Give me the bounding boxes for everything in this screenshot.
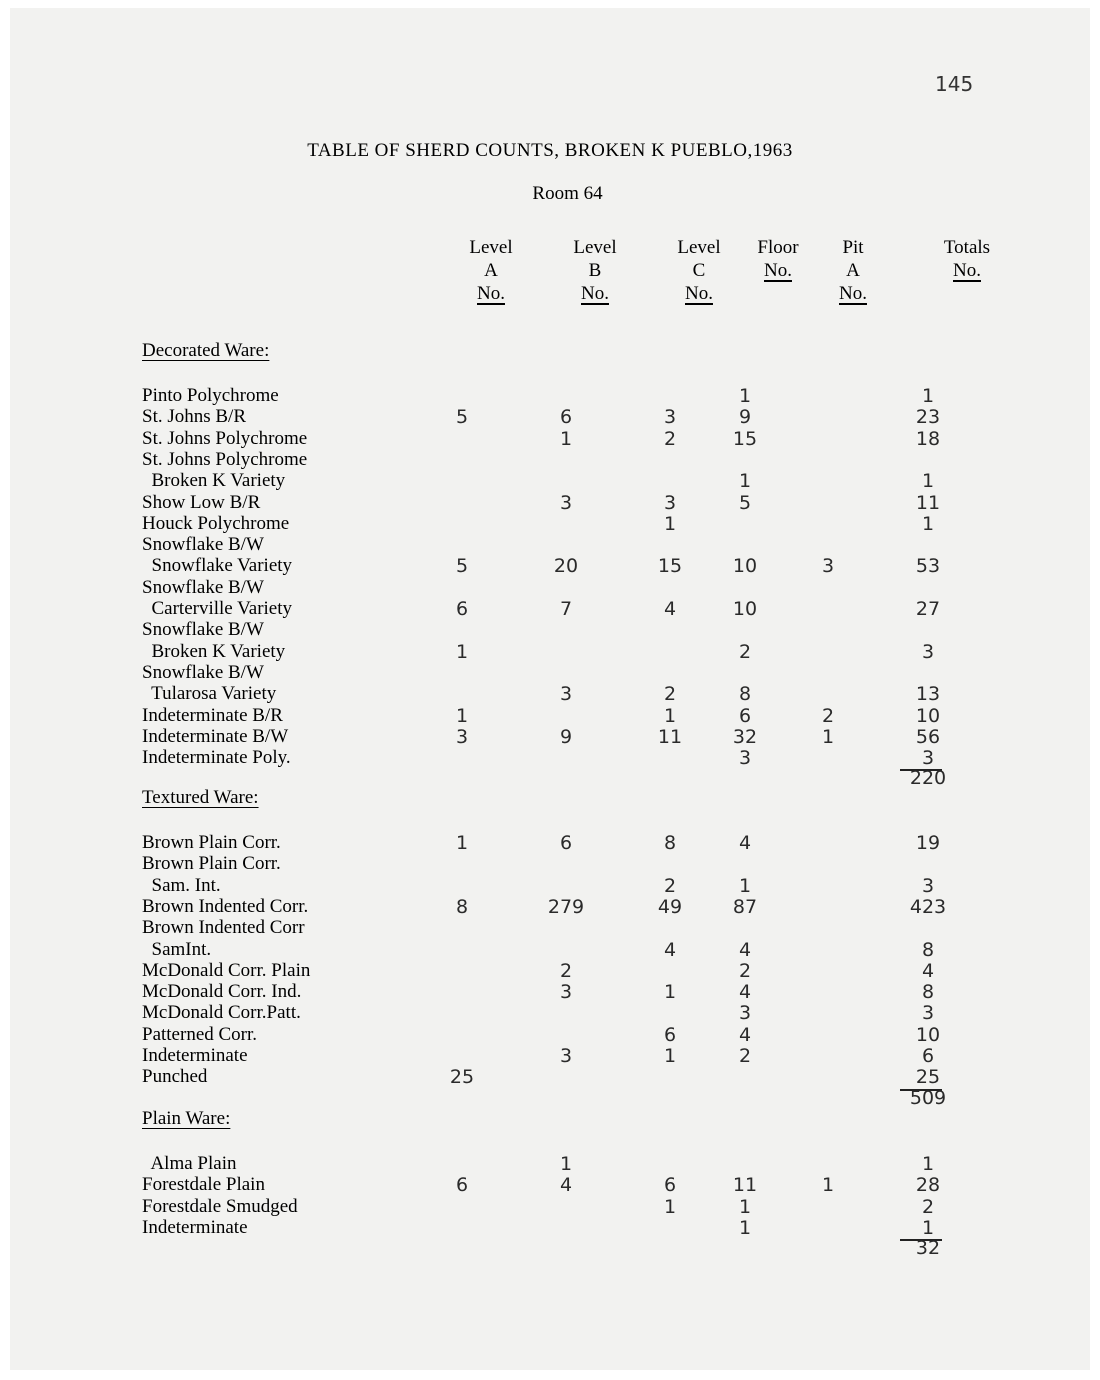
- ware-type-label: Indeterminate: [142, 1045, 248, 1066]
- count-a: 1: [455, 640, 469, 663]
- column-header-unit: No.: [477, 283, 505, 304]
- count-pit: 1: [821, 725, 835, 748]
- count-total: 3: [921, 874, 935, 897]
- column-header-line: Level: [573, 237, 617, 258]
- count-total: 53: [915, 555, 941, 578]
- count-floor: 15: [732, 427, 758, 450]
- count-floor: 8: [738, 683, 752, 706]
- count-total: 1: [921, 512, 935, 535]
- ware-type-label: Brown Plain Corr.: [142, 832, 281, 853]
- count-b: 1: [559, 427, 573, 450]
- count-a: 6: [455, 1174, 469, 1197]
- ware-type-label: Punched: [142, 1066, 208, 1088]
- count-b: 9: [559, 725, 573, 748]
- count-c: 2: [663, 427, 677, 450]
- page-number: 145: [935, 72, 974, 96]
- count-b: 3: [559, 683, 573, 706]
- ware-type-label: Indeterminate B/R: [142, 704, 283, 726]
- count-total: 19: [915, 832, 941, 854]
- count-c: 2: [663, 683, 677, 706]
- count-a: 5: [455, 555, 469, 578]
- ware-type-label: Carterville Variety: [142, 598, 293, 619]
- count-total: 56: [915, 725, 941, 748]
- table-row: [0, 1174, 1100, 1196]
- column-header-line: Pit: [842, 237, 864, 258]
- column-header-line: Level: [469, 237, 513, 258]
- column-header-unit: No.: [685, 283, 713, 304]
- table-row: [0, 1002, 1100, 1024]
- count-a: 6: [455, 598, 469, 620]
- table-row: [0, 619, 1100, 641]
- table-row: [0, 406, 1100, 428]
- count-a: 3: [455, 725, 469, 748]
- ware-type-label: Indeterminate: [142, 1216, 248, 1238]
- table-row: [0, 1045, 1100, 1067]
- count-total: 1: [921, 1216, 935, 1239]
- table-row: [0, 917, 1100, 939]
- count-c: 8: [663, 832, 677, 854]
- column-header-level-b: [550, 236, 640, 305]
- ware-type-label: St. Johns Polychrome: [142, 427, 308, 449]
- count-b: 7: [559, 598, 573, 620]
- count-b: 20: [553, 555, 579, 578]
- count-total: 6: [921, 1045, 935, 1067]
- count-c: 1: [663, 1195, 677, 1218]
- count-total: 10: [915, 1023, 941, 1046]
- column-header-level-a: [446, 236, 536, 305]
- table-row: [0, 1196, 1100, 1218]
- ware-type-label: Snowflake Variety: [142, 555, 293, 577]
- ware-type-label: Forestdale Plain: [142, 1174, 265, 1196]
- ware-type-label: Snowflake B/W: [142, 619, 264, 641]
- count-floor: 9: [738, 406, 752, 429]
- column-header-line: Floor: [757, 237, 799, 258]
- count-c: 15: [657, 555, 683, 578]
- table-row: [0, 492, 1100, 514]
- ware-type-label: Sam. Int.: [142, 874, 221, 896]
- count-c: 4: [663, 938, 677, 961]
- table-row: [0, 832, 1100, 854]
- count-floor: 1: [738, 1216, 752, 1239]
- table-row: [0, 875, 1100, 897]
- column-header-line: A: [846, 260, 860, 281]
- table-row: [0, 896, 1100, 918]
- section-heading: Decorated Ware:: [142, 340, 270, 361]
- count-b: 3: [559, 981, 573, 1004]
- count-total: 27: [915, 598, 941, 620]
- count-total: 3: [921, 747, 935, 770]
- count-c: 1: [663, 1045, 677, 1067]
- count-floor: 1: [738, 385, 752, 407]
- ware-type-label: Alma Plain: [142, 1153, 237, 1174]
- count-b: 4: [559, 1174, 573, 1197]
- count-a: 25: [449, 1066, 475, 1089]
- count-floor: 1: [738, 874, 752, 897]
- count-total: 1: [921, 385, 935, 407]
- count-b: 279: [547, 895, 585, 918]
- count-floor: 3: [738, 747, 752, 770]
- count-total: 18: [915, 427, 941, 450]
- column-header-pit-a: [808, 236, 898, 305]
- count-total: 423: [909, 895, 947, 918]
- table-row: [0, 981, 1100, 1003]
- ware-type-label: Pinto Polychrome: [142, 385, 279, 406]
- section-subtotal: 509: [909, 1086, 947, 1109]
- ware-type-label: Indeterminate B/W: [142, 725, 289, 747]
- ware-type-label: Snowflake B/W: [142, 661, 264, 683]
- table-row: [0, 1066, 1100, 1088]
- section-heading: Textured Ware:: [142, 787, 259, 808]
- table-row: [0, 385, 1100, 407]
- count-c: 1: [663, 981, 677, 1004]
- ware-type-label: Forestdale Smudged: [142, 1195, 298, 1217]
- page-subtitle: Room 64: [532, 183, 603, 204]
- ware-type-label: St. Johns Polychrome: [142, 448, 308, 470]
- table-row: [0, 641, 1100, 663]
- page-title: TABLE OF SHERD COUNTS, BROKEN K PUEBLO,1963: [307, 140, 793, 161]
- count-c: 3: [663, 406, 677, 429]
- column-header-unit: No.: [839, 283, 867, 304]
- count-pit: 3: [821, 555, 835, 578]
- count-c: 4: [663, 598, 677, 620]
- count-floor: 2: [738, 1045, 752, 1067]
- ware-type-label: Snowflake B/W: [142, 534, 264, 556]
- count-c: 49: [657, 895, 683, 918]
- count-total: 2: [921, 1195, 935, 1218]
- section-heading: Plain Ware:: [142, 1108, 231, 1129]
- ware-type-label: Patterned Corr.: [142, 1023, 258, 1045]
- ware-type-label: Houck Polychrome: [142, 512, 290, 534]
- table-row: [0, 1153, 1100, 1175]
- column-header-line: B: [588, 260, 602, 281]
- count-b: 3: [559, 1045, 573, 1067]
- table-row: [0, 428, 1100, 450]
- count-c: 1: [663, 512, 677, 535]
- column-header-unit: No.: [764, 260, 792, 281]
- table-row: [0, 449, 1100, 471]
- table-row: [0, 1024, 1100, 1046]
- count-floor: 1: [738, 470, 752, 493]
- table-row: [0, 747, 1100, 769]
- count-b: 6: [559, 406, 573, 429]
- count-floor: 2: [738, 959, 752, 982]
- table-row: [0, 534, 1100, 556]
- count-b: 1: [559, 1153, 573, 1175]
- ware-type-label: McDonald Corr. Plain: [142, 959, 311, 981]
- column-header-line: Level: [677, 237, 721, 258]
- ware-type-label: St. Johns B/R: [142, 406, 247, 428]
- count-total: 13: [915, 683, 941, 706]
- count-pit: 1: [821, 1174, 835, 1197]
- table-row: [0, 470, 1100, 492]
- section-subtotal: 32: [915, 1237, 941, 1260]
- column-header-unit: No.: [953, 260, 981, 281]
- count-c: 2: [663, 874, 677, 897]
- count-total: 28: [915, 1174, 941, 1197]
- table-row: [0, 555, 1100, 577]
- table-row: [0, 726, 1100, 748]
- count-pit: 2: [821, 704, 835, 727]
- ware-type-label: Indeterminate Poly.: [142, 747, 291, 769]
- ware-type-label: McDonald Corr. Ind.: [142, 981, 302, 1003]
- ware-type-label: SamInt.: [142, 938, 212, 960]
- section-subtotal: 220: [909, 767, 947, 790]
- count-floor: 2: [738, 640, 752, 663]
- ware-type-label: Broken K Variety: [142, 470, 286, 492]
- table-row: [0, 853, 1100, 875]
- count-floor: 1: [738, 1195, 752, 1218]
- table-row: [0, 705, 1100, 727]
- count-floor: 87: [732, 895, 758, 918]
- column-header-unit: No.: [581, 283, 609, 304]
- count-c: 1: [663, 704, 677, 727]
- ware-type-label: Snowflake B/W: [142, 576, 264, 598]
- ware-type-label: Tularosa Variety: [142, 683, 277, 705]
- ware-type-label: Brown Indented Corr: [142, 917, 305, 939]
- column-header-level-c: [654, 236, 744, 305]
- count-b: 6: [559, 832, 573, 854]
- table-row: [0, 577, 1100, 599]
- count-total: 1: [921, 1153, 935, 1175]
- count-floor: 4: [738, 981, 752, 1004]
- table-row: [0, 960, 1100, 982]
- count-floor: 4: [738, 938, 752, 961]
- count-a: 1: [455, 832, 469, 854]
- count-floor: 4: [738, 1023, 752, 1046]
- count-floor: 11: [732, 1174, 758, 1197]
- count-total: 1: [921, 470, 935, 493]
- count-total: 23: [915, 406, 941, 429]
- count-floor: 6: [738, 704, 752, 727]
- ware-type-label: McDonald Corr.Patt.: [142, 1002, 301, 1024]
- column-header-line: A: [484, 260, 498, 281]
- count-c: 6: [663, 1174, 677, 1197]
- count-floor: 3: [738, 1002, 752, 1025]
- count-a: 5: [455, 406, 469, 429]
- count-floor: 4: [738, 832, 752, 854]
- count-floor: 5: [738, 491, 752, 514]
- count-total: 8: [921, 938, 935, 961]
- ware-type-label: Show Low B/R: [142, 491, 261, 513]
- table-row: [0, 662, 1100, 684]
- table-row: [0, 598, 1100, 620]
- ware-type-label: Broken K Variety: [142, 640, 286, 662]
- count-total: 11: [915, 491, 941, 514]
- count-b: 3: [559, 491, 573, 514]
- count-floor: 32: [732, 725, 758, 748]
- count-floor: 10: [732, 555, 758, 578]
- count-total: 4: [921, 959, 935, 982]
- count-total: 8: [921, 981, 935, 1004]
- table-row: [0, 1217, 1100, 1239]
- count-b: 2: [559, 959, 573, 982]
- count-total: 25: [915, 1066, 941, 1089]
- ware-type-label: Brown Plain Corr.: [142, 853, 281, 875]
- count-c: 3: [663, 491, 677, 514]
- ware-type-label: Brown Indented Corr.: [142, 895, 309, 917]
- count-c: 11: [657, 725, 683, 748]
- count-total: 3: [921, 640, 935, 663]
- count-a: 1: [455, 704, 469, 727]
- count-a: 8: [455, 895, 469, 918]
- table-row: [0, 939, 1100, 961]
- count-floor: 10: [732, 598, 758, 620]
- column-header-line: C: [692, 260, 706, 281]
- count-total: 10: [915, 704, 941, 727]
- column-header-totals: [922, 236, 1012, 282]
- table-row: [0, 683, 1100, 705]
- count-total: 3: [921, 1002, 935, 1025]
- count-c: 6: [663, 1023, 677, 1046]
- column-header-line: Totals: [943, 237, 991, 258]
- table-row: [0, 513, 1100, 535]
